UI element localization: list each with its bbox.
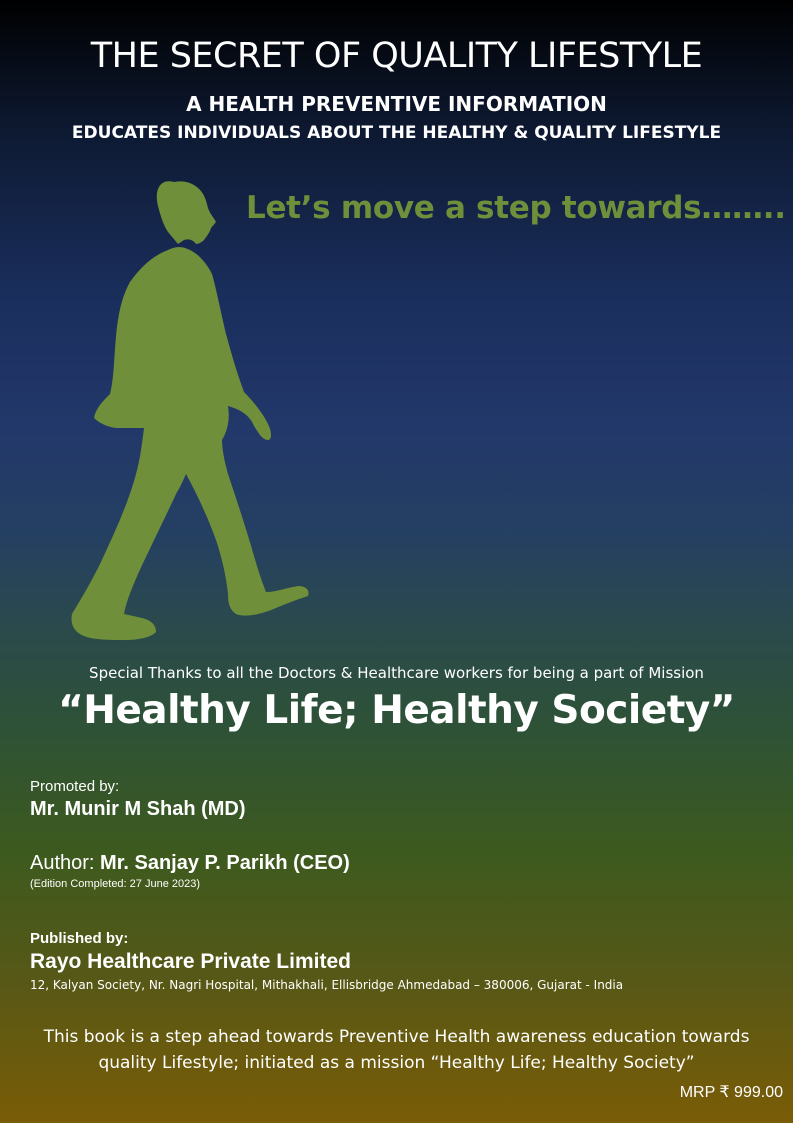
subtitle-secondary: EDUCATES INDIVIDUALS ABOUT THE HEALTHY & QUALITY LIFESTYLE (71, 123, 722, 143)
promoter-name: Mr. Munir M Shah (MD) (30, 798, 246, 820)
author-line (30, 852, 350, 875)
walking-man-icon (66, 178, 316, 648)
tagline: Let’s move a step towards…….. (246, 190, 786, 226)
publisher-name: Rayo Healthcare Private Limited (30, 950, 351, 973)
mission-motto: “Healthy Life; Healthy Society” (58, 688, 735, 733)
author-name: Mr. Sanjay P. Parikh (CEO) (100, 852, 350, 874)
book-title: THE SECRET OF QUALITY LIFESTYLE (90, 36, 703, 76)
author-label: Author: (30, 852, 101, 874)
promoted-by-label: Promoted by: (30, 778, 120, 795)
published-by-label: Published by: (30, 930, 129, 947)
subtitle-primary: A HEALTH PREVENTIVE INFORMATION (186, 92, 607, 116)
footer-line-2: quality Lifestyle; initiated as a mission “Healthy Life; Healthy Society” (98, 1053, 695, 1073)
publisher-address: 12, Kalyan Society, Nr. Nagri Hospital, Mithakhali, Ellisbridge Ahmedabad – 380006, Gujarat - India (30, 978, 624, 992)
footer-note (0, 1024, 793, 1076)
price-label: MRP ₹ 999.00 (679, 1084, 783, 1101)
thanks-note: Special Thanks to all the Doctors & Healthcare workers for being a part of Mission (89, 664, 704, 682)
edition-date: (Edition Completed: 27 June 2023) (30, 878, 200, 890)
footer-line-1: This book is a step ahead towards Preventive Health awareness education towards (43, 1027, 750, 1047)
